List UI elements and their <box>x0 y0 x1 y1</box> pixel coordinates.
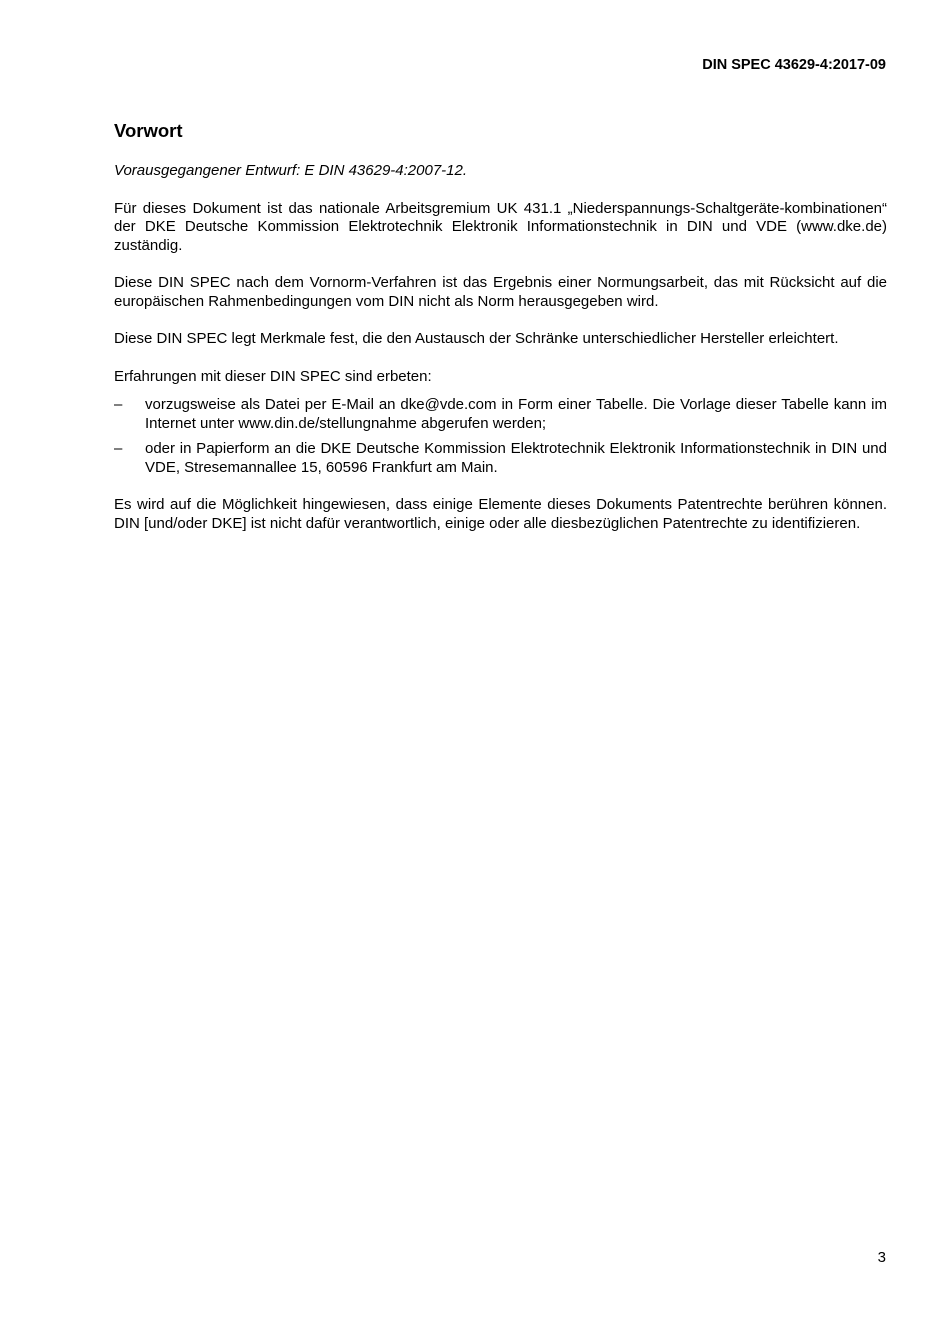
section-title: Vorwort <box>114 120 183 141</box>
page-number: 3 <box>877 1249 886 1266</box>
list-item <box>114 440 887 477</box>
list-item-text: vorzugsweise als Datei per E-Mail an dke@vde.com in Form einer Tabelle. Die Vorlage dieser Tabelle kann im Internet unter www.din.de/stellungnahme abgerufen werden; <box>145 396 887 432</box>
list-item <box>114 396 887 433</box>
paragraph-responsibility: Für dieses Dokument ist das nationale Arbeitsgremium UK 431.1 „Niederspannungs-Schaltgeräte-kombinationen“ der DKE Deutsche Kommission Elektrotechnik Elektronik Informationstechnik in DIN und VDE (www.dke.de) zuständig. <box>114 199 887 254</box>
draft-note: Vorausgegangener Entwurf: E DIN 43629-4:2007-12. <box>114 162 468 179</box>
feedback-list <box>114 396 887 477</box>
paragraph-feedback-intro: Erfahrungen mit dieser DIN SPEC sind erbeten: <box>114 367 432 385</box>
list-marker: – <box>114 440 123 457</box>
paragraph-pre-standard: Diese DIN SPEC nach dem Vornorm-Verfahren ist das Ergebnis einer Normungsarbeit, das mit Rücksicht auf die europäischen Rahmenbedingungen vom DIN nicht als Norm herausgegeben wird. <box>114 274 887 310</box>
patent-note: Es wird auf die Möglichkeit hingewiesen, dass einige Elemente dieses Dokuments Patentrechte berühren können. DIN [und/oder DKE] ist nicht dafür verantwortlich, einige oder alle diesbezüglichen Patentrechte zu identifizieren. <box>114 496 887 532</box>
document-id: DIN SPEC 43629-4:2017-09 <box>702 57 886 73</box>
paragraph-scope: Diese DIN SPEC legt Merkmale fest, die den Austausch der Schränke unterschiedlicher Hersteller erleichtert. <box>114 330 839 347</box>
list-item-text: oder in Papierform an die DKE Deutsche Kommission Elektrotechnik Elektronik Informationstechnik in DIN und VDE, Stresemannallee 15, 60596 Frankfurt am Main. <box>145 440 887 476</box>
list-marker: – <box>114 396 123 413</box>
foreword-section <box>114 120 887 552</box>
